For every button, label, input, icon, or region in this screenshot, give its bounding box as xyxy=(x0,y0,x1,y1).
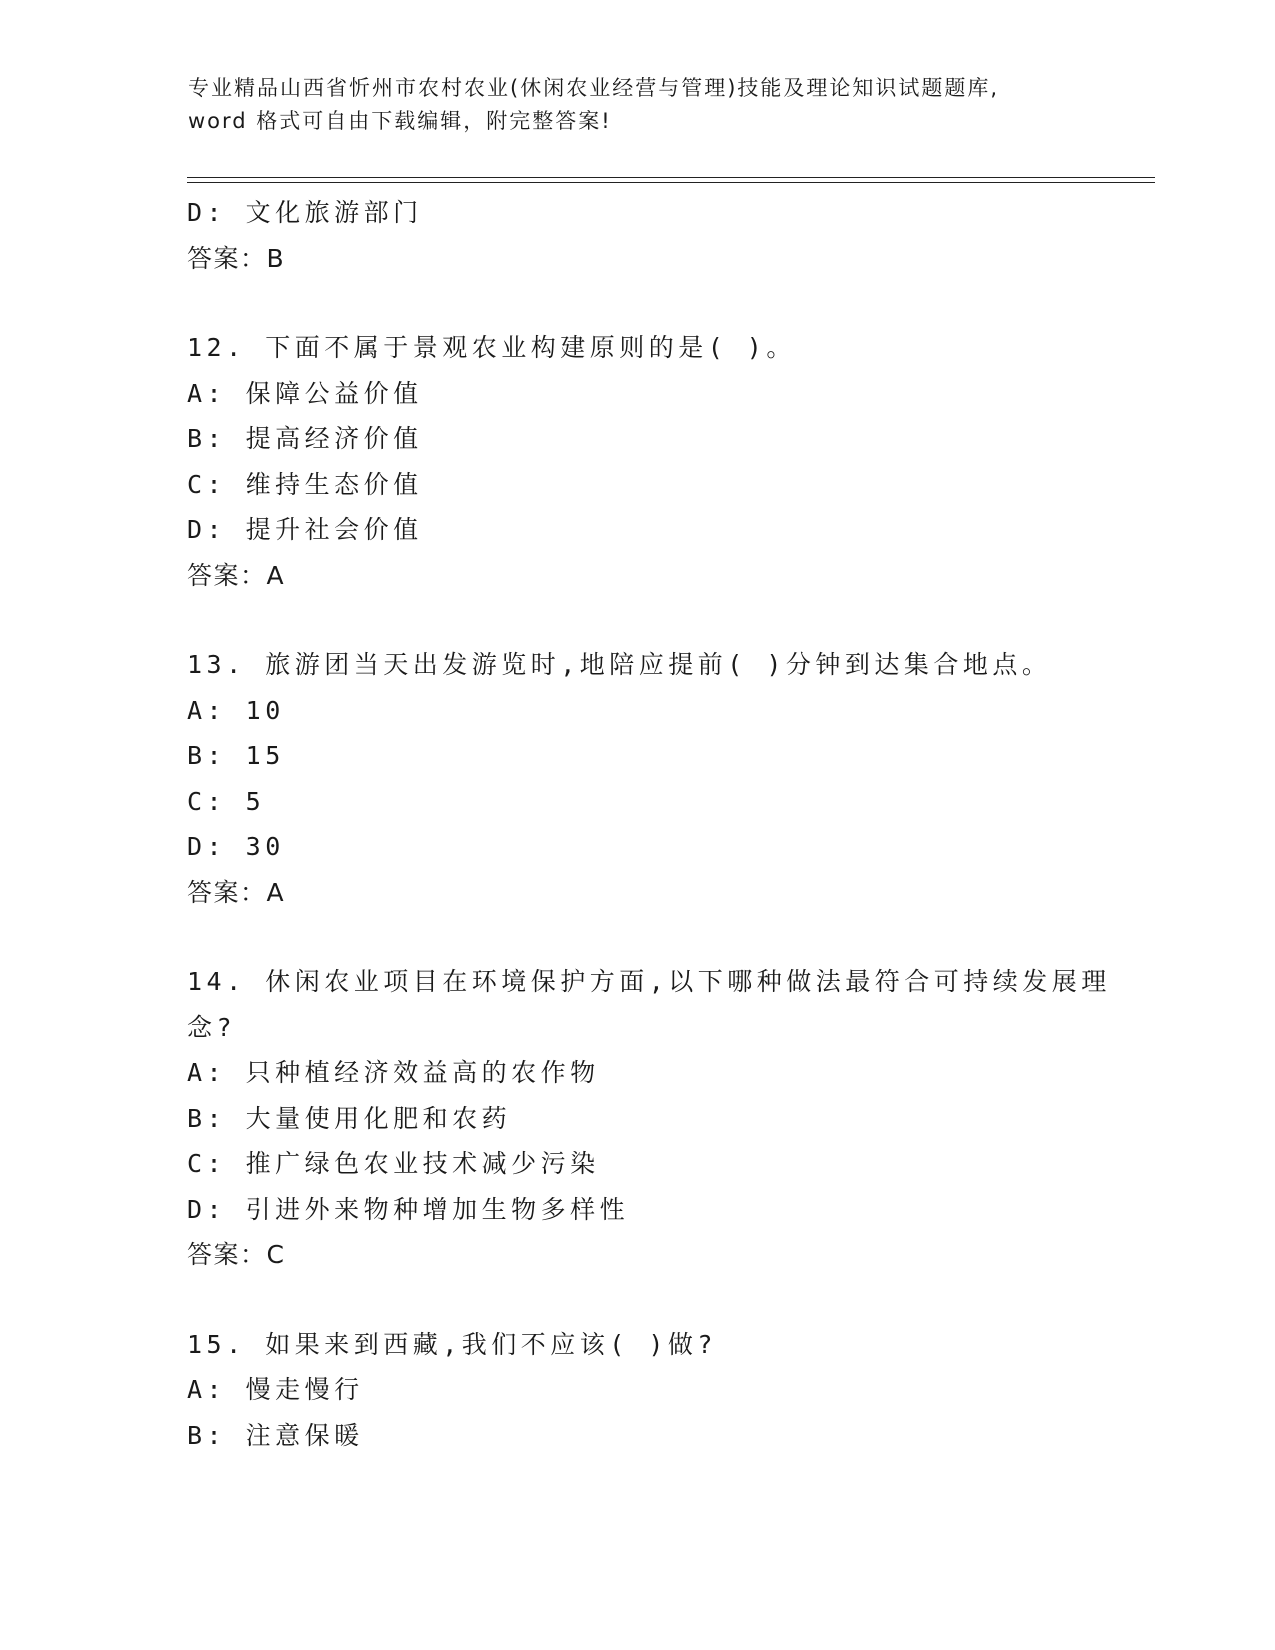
q12-option-b: B: 提高经济价值 xyxy=(187,424,423,453)
q11-answer: 答案：B xyxy=(187,243,286,273)
header-divider-top xyxy=(187,177,1155,178)
q12-answer: 答案：A xyxy=(187,560,286,590)
q15-question: 15. 如果来到西藏,我们不应该( )做? xyxy=(187,1329,717,1359)
header-title-line-2: word 格式可自由下载编辑，附完整答案! xyxy=(188,109,612,133)
q14-option-c: C: 推广绿色农业技术减少污染 xyxy=(187,1149,600,1178)
q15-option-b: B: 注意保暖 xyxy=(187,1420,364,1450)
q13-option-c: C: 5 xyxy=(187,786,266,816)
q14-option-d: D: 引进外来物种增加生物多样性 xyxy=(187,1194,630,1224)
q14-option-b: B: 大量使用化肥和农药 xyxy=(187,1103,512,1133)
q14-option-a: A: 只种植经济效益高的农作物 xyxy=(187,1058,600,1087)
q12-option-a: A: 保障公益价值 xyxy=(187,378,423,408)
q13-option-a: A: 10 xyxy=(187,695,285,725)
spacer xyxy=(187,598,1147,642)
spacer xyxy=(187,915,1147,959)
q14-answer: 答案：C xyxy=(187,1240,286,1269)
q11-option-d: D: 文化旅游部门 xyxy=(187,198,423,227)
header-divider-bottom xyxy=(187,182,1155,183)
q14-question-line-2: 念? xyxy=(187,1012,237,1042)
q14-question-line-1: 14. 休闲农业项目在环境保护方面,以下哪种做法最符合可持续发展理 xyxy=(187,967,1111,996)
q12-option-d: D: 提升社会价值 xyxy=(187,515,423,544)
q13-answer: 答案：A xyxy=(187,877,286,907)
spacer xyxy=(187,1278,1147,1322)
q15-option-a: A: 慢走慢行 xyxy=(187,1375,364,1404)
q13-option-d: D: 30 xyxy=(187,832,285,861)
question-list xyxy=(187,190,1147,1458)
q13-option-b: B: 15 xyxy=(187,741,285,770)
spacer xyxy=(187,281,1147,325)
q13-question: 13. 旅游团当天出发游览时,地陪应提前( )分钟到达集合地点。 xyxy=(187,650,1052,679)
document-header xyxy=(188,72,1088,138)
header-title-line-1: 专业精品山西省忻州市农村农业(休闲农业经营与管理)技能及理论知识试题题库, xyxy=(188,76,1000,100)
q12-question: 12. 下面不属于景观农业构建原则的是( )。 xyxy=(187,333,796,362)
q12-option-c: C: 维持生态价值 xyxy=(187,469,423,499)
